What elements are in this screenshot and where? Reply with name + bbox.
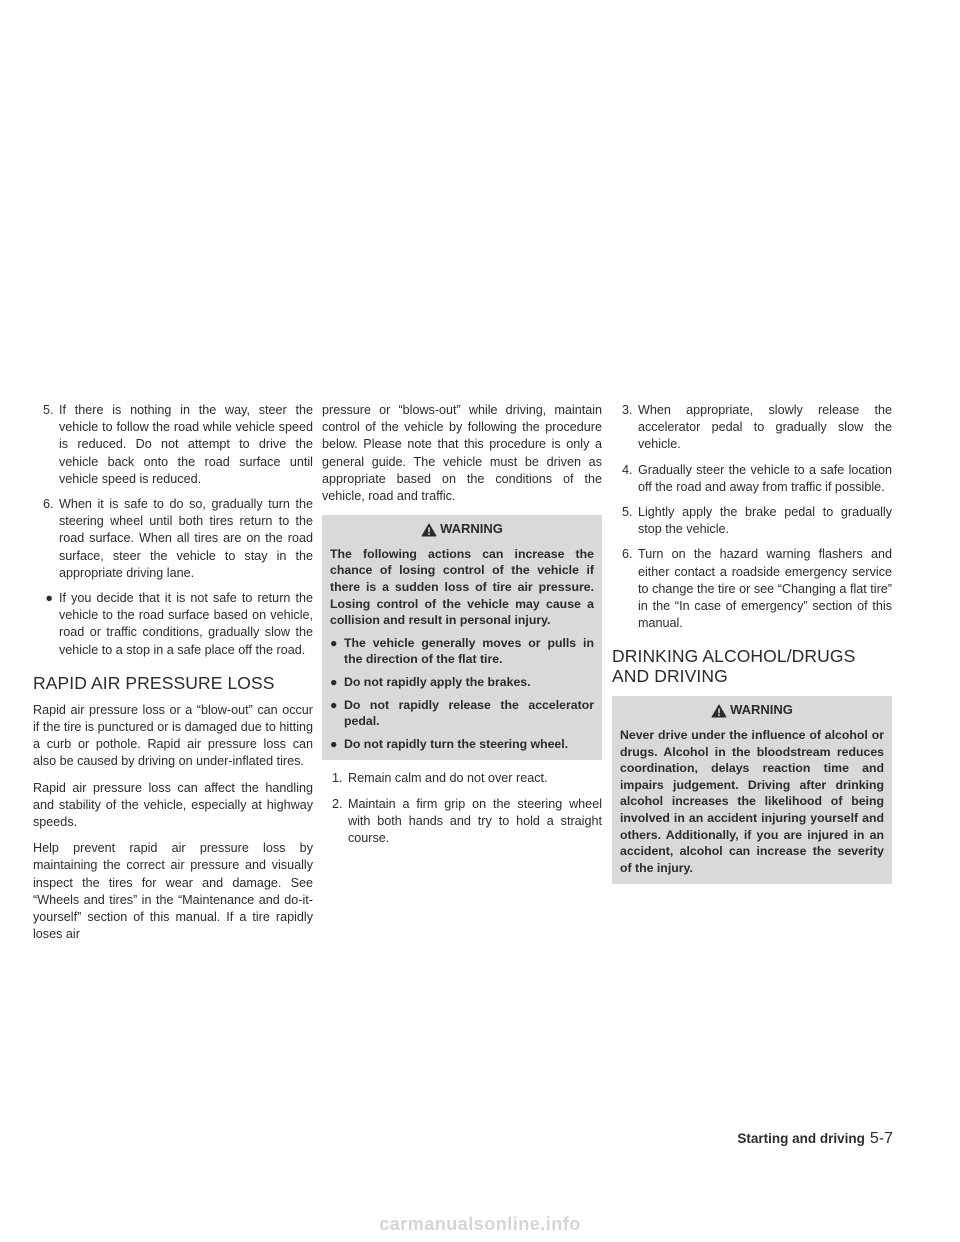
section-heading: DRINKING ALCOHOL/DRUGS AND DRIVING [612,646,856,687]
list-item [612,504,892,538]
bullet-icon: ● [330,635,338,650]
item-number: 1. [332,771,343,786]
item-text: Lightly apply the brake pedal to gradually stop the vehicle. [638,505,892,537]
section-heading: RAPID AIR PRESSURE LOSS [33,672,275,693]
warning-header [330,521,594,538]
warning-title: WARNING [440,521,503,537]
warning-triangle-icon [421,523,437,537]
warning-box [612,696,892,884]
warning-text: Never drive under the influence of alcohol or drugs. Alcohol in the bloodstream reduces coordination, delays reaction time and impairs judgement. Driving after drinking alcohol increases the likelihood of being involved in an accident injuring yourself and others. Additionally, if you are injured in an accident, alcohol can increase the severity of the injury. [620,728,884,875]
footer-section-title: Starting and driving [737,1131,865,1146]
warning-bullet [330,635,594,668]
list-item [33,496,313,582]
item-number: 6. [43,497,54,512]
paragraph: Help prevent rapid air pressure loss by maintaining the correct air pressure and visually inspect the tires for wear and damage. See “Wheels and tires” in the “Maintenance and do-it-yourself” section of this manual. If a tire rapidly loses air [33,841,313,942]
warning-triangle-icon [711,704,727,718]
bullet-icon: ● [330,674,338,689]
column-1 [33,402,313,952]
warning-bullet [330,736,594,753]
list-item [612,546,892,632]
item-text: Turn on the hazard warning flashers and either contact a roadside emergency service to change the tire or see “Changing a flat tire” in the “In case of emergency” section of this manual. [638,547,892,631]
paragraph: Rapid air pressure loss can affect the handling and stability of the vehicle, especially at highway speeds. [33,780,313,830]
warning-title: WARNING [730,702,793,718]
item-number: 6. [622,547,633,562]
item-number: 5. [43,403,54,417]
item-text: When it is safe to do so, gradually turn the steering wheel until both tires return to the road surface. When all tires are on the road surface, steer the vehicle to stay in the appropriate driving lane. [59,497,313,580]
bullet-item [33,590,313,659]
warning-bullet [330,674,594,691]
warning-header [620,702,884,719]
item-number: 5. [622,505,633,520]
warning-box [322,515,602,760]
item-text: When appropriate, slowly release the accelerator pedal to gradually slow the vehicle. [638,403,892,452]
list-item [33,402,313,488]
item-text: If you decide that it is not safe to return the vehicle to the road surface based on vehicle, road or traffic conditions, gradually slow the vehicle to a stop in a safe place off the road. [59,591,313,657]
paragraph: pressure or “blows-out” while driving, maintain control of the vehicle by following the procedure below. Please note that this procedure is only a general guide. The vehicle must be driven as appropriate based on the conditions of the vehicle, road and traffic. [322,403,602,504]
page-number: 5-7 [869,1130,893,1147]
column-2 [322,402,602,855]
page-footer [737,1130,893,1148]
warning-bullet [330,697,594,730]
bullet-icon: ● [330,736,338,751]
bullet-icon: ● [45,591,53,606]
item-text: Maintain a firm grip on the steering wheel with both hands and try to hold a straight course. [348,796,602,845]
list-item [322,796,602,848]
list-item [322,770,602,787]
item-number: 3. [622,403,633,417]
list-item [612,462,892,496]
list-item [612,402,892,454]
paragraph: Rapid air pressure loss or a “blow-out” can occur if the tire is punctured or is damaged due to hitting a curb or pothole. Rapid air pressure loss can also be caused by driving on under-inflated tires. [33,702,313,769]
item-text: The vehicle generally moves or pulls in the direction of the flat tire. [344,635,594,667]
item-text: If there is nothing in the way, steer the vehicle to follow the road while vehicle speed is reduced. Do not attempt to drive the vehicle back onto the road surface until vehicle speed is reduced. [59,403,313,486]
warning-text: The following actions can increase the chance of losing control of the vehicle if there is a sudden loss of tire air pressure. Losing control of the vehicle may cause a collision and result in personal injury. [330,546,594,628]
item-text: Gradually steer the vehicle to a safe location off the road and away from traffic if possible. [638,462,892,494]
watermark: carmanualsonline.info [379,1214,581,1234]
bullet-icon: ● [330,697,338,712]
item-text: Remain calm and do not over react. [348,771,548,786]
column-3 [612,402,892,894]
item-text: Do not rapidly apply the brakes. [344,674,531,689]
item-text: Do not rapidly release the accelerator pedal. [344,697,594,729]
item-number: 4. [622,462,633,477]
item-number: 2. [332,796,343,811]
item-text: Do not rapidly turn the steering wheel. [344,736,569,751]
